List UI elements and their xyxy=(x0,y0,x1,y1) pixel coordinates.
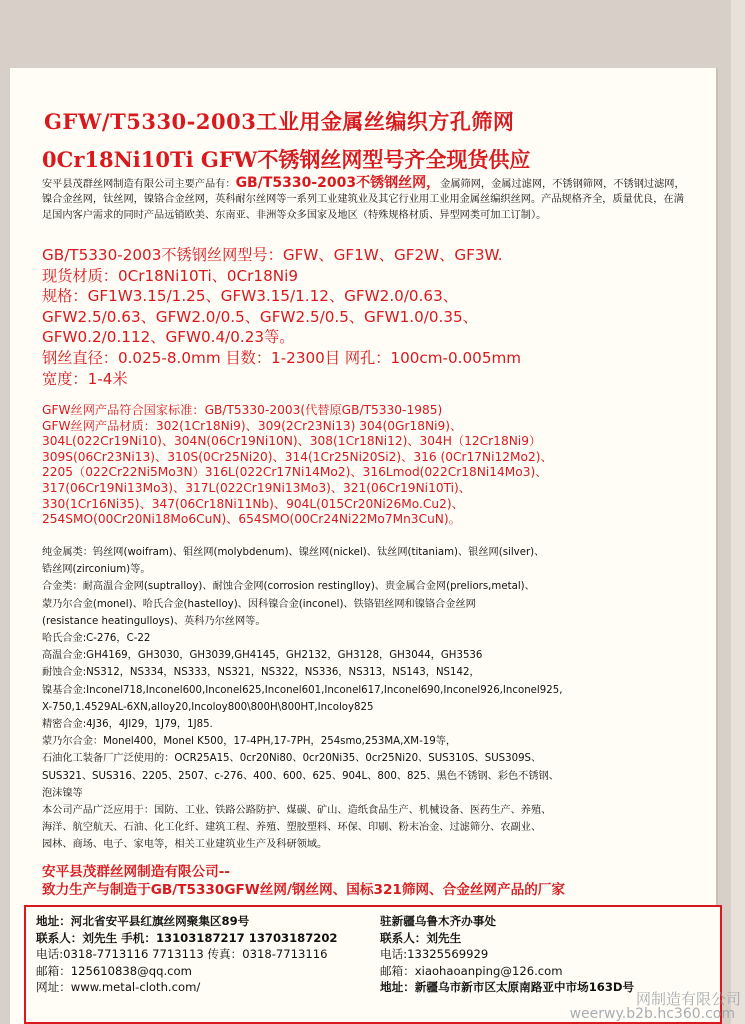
standard-line: 317(06Cr19Ni13Mo3)、317L(022Cr19Ni13Mo3)、321(06Cr19Ni10Ti)、 xyxy=(42,480,471,495)
spec-line: 现货材质：0Cr18Ni10Ti、0Cr18Ni9 xyxy=(42,266,298,285)
office-title: 驻新疆乌鲁木齐办事处 xyxy=(380,914,496,928)
intro-paragraph xyxy=(42,176,688,223)
contact-right-column xyxy=(380,913,634,996)
standard-line: 309S(06Cr23Ni13)、310S(0Cr25Ni20)、314(1Cr25Ni20Si2)、316 (0Cr17Ni12Mo2)、 xyxy=(42,449,553,464)
standard-line: GFW丝网产品符合国家标准：GB/T5330-2003(代替原GB/T5330-1985) xyxy=(42,403,443,417)
detail-line: 纯金属类：钨丝网(woifram)、钼丝网(molybdenum)、镍丝网(nickel)、钛丝网(titaniam)、银丝网(silver)、 xyxy=(42,547,545,558)
spec-line: 宽度：1-4米 xyxy=(42,369,128,388)
detail-line: 海洋、航空航天、石油、化工化纤、建筑工程、养殖、塑胶塑料、环保、印刷、粉末冶金、过滤筛分、农副业、 xyxy=(42,822,542,834)
contact-email: 邮箱：125610838@qq.com xyxy=(36,963,192,978)
standard-line: 330(1Cr16Ni35)、347(06Cr18Ni11Nb)、904L(015Cr20Ni26Mo.Cu2)、 xyxy=(42,496,464,511)
detail-line: 耐蚀合金:NS312，NS334，NS333，NS321，NS322，NS336，NS313，NS143，NS142， xyxy=(42,667,480,679)
standard-line: 304L(022Cr19Ni10)、304N(06Cr19Ni10N)、308(1Cr18Ni12)、304H（12Cr18Ni9） xyxy=(42,434,542,449)
title-line-1: GFW/T5330-2003工业用金属丝编织方孔筛网 xyxy=(44,109,515,134)
company-slogan xyxy=(42,863,702,899)
spec-line: 钢丝直径：0.025-8.0mm 目数：1-2300目 网孔：100cm-0.005mm xyxy=(42,348,522,367)
contact-address: 地址：河北省安平县红旗丝网聚集区89号 xyxy=(36,914,250,928)
contact-left-column xyxy=(36,913,337,996)
contact-tel-fax: 电话:0318-7713116 7713113 传真：0318-7713116 xyxy=(36,947,328,962)
company-name-line: 安平县茂群丝网制造有限公司-- xyxy=(42,864,231,880)
intro-highlight: GB/T5330-2003不锈钢丝网， xyxy=(235,175,441,191)
detail-line: 蒙乃尔合金：Monel400，Monel K500，17-4PH,17-7PH，254smo,253MA,XM-19等， xyxy=(42,736,457,748)
detail-line: (resistance heatingulloys)、英科乃尔丝网等。 xyxy=(42,615,266,627)
detail-line: 合金类：耐高温合金网(suptralloy)、耐蚀合金网(corrosion restinglloy)、贵金属合金网(preliors,metal)、 xyxy=(42,581,535,593)
office-email: 邮箱：xiaohaoanping@126.com xyxy=(380,963,563,978)
title-line-2: 0Cr18Ni10Ti GFW不锈钢丝网型号齐全现货供应 xyxy=(42,147,531,172)
office-tel: 电话:13325569929 xyxy=(380,947,489,962)
detail-line: X-750,1.4529AL-6XN,alloy20,Incoloy800\800H\800HT,Incoloy825 xyxy=(42,701,374,713)
standards-block xyxy=(42,403,692,528)
detail-line: 石油化工装备厂广泛使用的：OCR25A15、0cr20Ni80、0cr20Ni35、0cr25Ni20、SUS310S、SUS309S、 xyxy=(42,753,542,765)
detail-line: 园林、商场、电子、家电等，相关工业建筑业生产及科研领域。 xyxy=(42,839,328,851)
intro-rest: 金属筛网，金属过滤网，不锈钢筛网，不锈钢过滤网，镍合金丝网，钛丝网，镍铬合金丝网，英科耐尔丝网等一系列工业建筑业及其它行业用工业用金属丝编织丝网。产品规格齐全，质量优良，在满足国内客户需求的同时产品远销欧美、东南亚、非洲等众多国家及地区（特殊规格材质、异型网类可加工订制）。 xyxy=(42,179,685,221)
detail-line: 高温合金:GH4169，GH3030，GH3039,GH4145，GH2132，GH3128，GH3044，GH3536 xyxy=(42,650,483,662)
detail-line: 泡沫镍等 xyxy=(42,787,83,799)
spec-line: GB/T5330-2003不锈钢丝网型号：GFW、GF1W、GF2W、GF3W. xyxy=(42,246,503,264)
intro-prefix: 安平县茂群丝网制造有限公司主要产品有： xyxy=(42,179,236,190)
office-contact-person: 联系人：刘先生 xyxy=(380,930,462,945)
detail-line: 哈氏合金:C-276，C-22 xyxy=(42,633,151,645)
watermark-company: 网制造有限公司 xyxy=(635,990,741,1008)
standard-line: 254SMO(00Cr20Ni18Mo6CuN)、654SMO(00Cr24Ni22Mo7Mn3CuN)。 xyxy=(42,512,461,527)
contact-person-phone: 联系人：刘先生 手机：13103187217 13703187202 xyxy=(36,930,338,945)
detail-line: 精密合金:4J36，4JI29，1J79，1J85. xyxy=(42,719,213,731)
detail-line: SUS321、SUS316、2205、2507、c-276、400、600、625、904L、800、825、黑色不锈钢、彩色不锈钢、 xyxy=(42,770,559,782)
spec-line: GFW0.2/0.112、GFW0.4/0.23等。 xyxy=(42,328,295,347)
spec-block xyxy=(42,245,692,389)
office-address: 地址：新疆乌市新市区太原南路亚中市场163D号 xyxy=(380,980,635,995)
slogan-line: 致力生产与制造于GB/T5330GFW丝网/钢丝网、国标321筛网、合金丝网产品的厂家 xyxy=(42,882,565,898)
detail-line: 镍基合金:Inconel718,Inconel600,Inconel625,Inconel601,Inconel617,Inconel690,Inconel926,Inconel925, xyxy=(42,684,563,696)
spec-line: GFW2.5/0.63、GFW2.0/0.5、GFW2.5/0.5、GFW1.0/0.35、 xyxy=(42,307,478,326)
contact-website: 网址：www.metal-cloth.com/ xyxy=(36,980,201,995)
page-edge xyxy=(731,0,745,1024)
spec-line: 规格：GF1W3.15/1.25、GFW3.15/1.12、GFW2.0/0.63、 xyxy=(42,287,458,306)
detail-line: 本公司产品广泛应用于：国防、工业、铁路公路防护、煤碳、矿山、造纸食品生产、机械设备、医药生产、养殖、 xyxy=(42,805,552,817)
detail-line: 锆丝网(zirconium)等。 xyxy=(42,564,151,576)
standard-line: GFW丝网产品材质：302(1Cr18Ni9)、309(2Cr23Ni13) 304(0Gr18Ni9)、 xyxy=(42,418,463,433)
standard-line: 2205（022Cr22Ni5Mo3N）316L(022Cr17Ni14Mo2)、316Lmod(022Cr18Ni14Mo3)、 xyxy=(42,465,548,480)
watermark-url: weerwy.b2b.hc360.com xyxy=(569,1006,735,1022)
details-block xyxy=(42,544,702,854)
detail-line: 蒙乃尔合金(monel)、哈氏合金(hastelloy)、因科镍合金(inconel)、铁铬铝丝网和镍铬合金丝网 xyxy=(42,598,476,610)
